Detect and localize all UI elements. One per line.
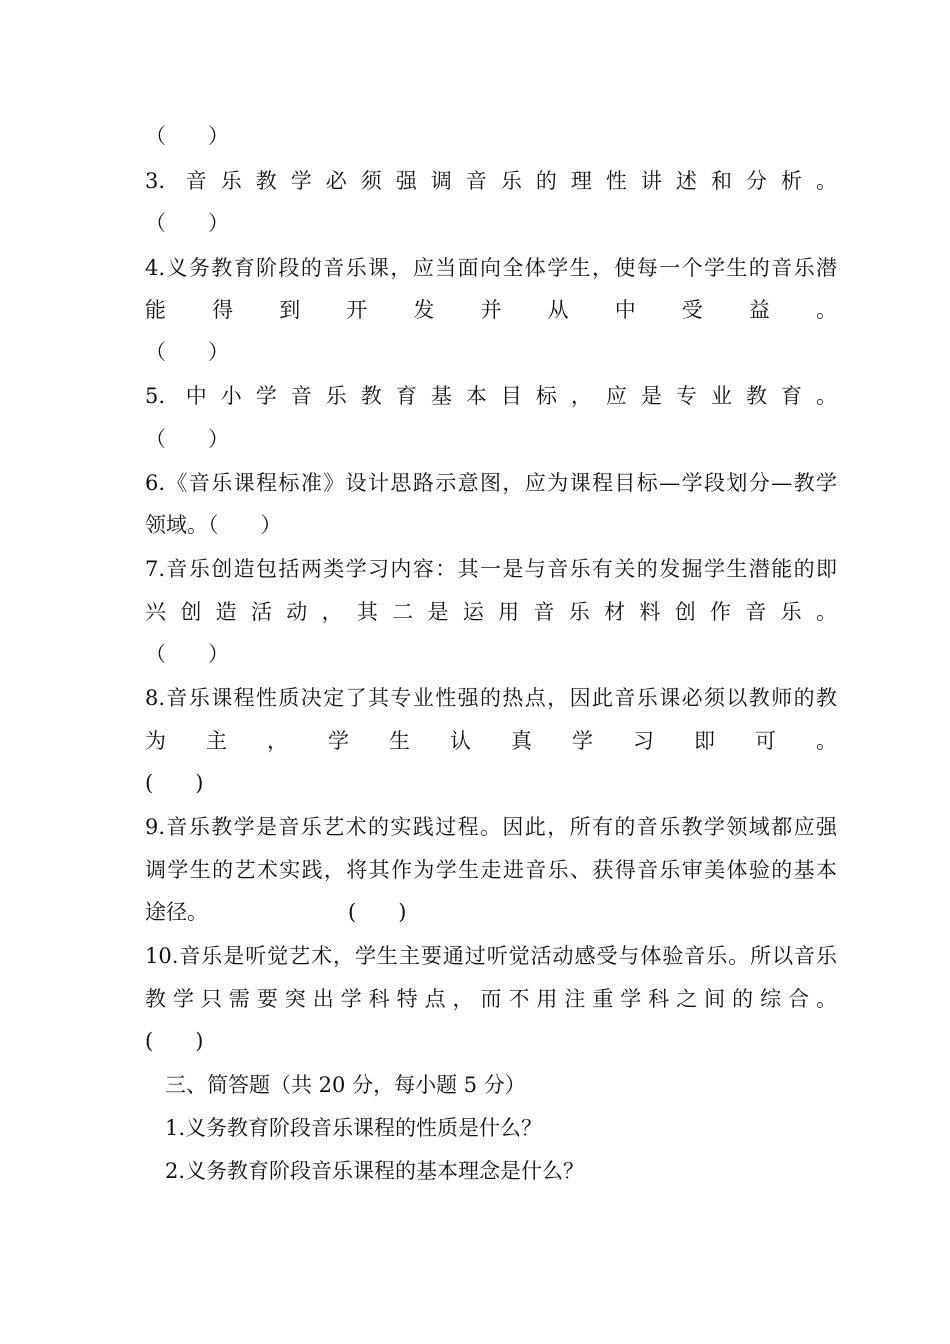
question-7-line-1: 7.音乐创造包括两类学习内容：其一是与音乐有关的发掘学生潜能的即 [145, 557, 837, 581]
question-7-bracket: （ ） [145, 642, 229, 666]
question-3-bracket: （ ） [145, 211, 229, 235]
question-4-line-2: 能得到开发并从中受益。 [145, 298, 837, 322]
question-3-text: 3. 音乐教学必须强调音乐的理性讲述和分析。 [145, 169, 837, 193]
short-answer-question-1: 1.义务教育阶段音乐课程的性质是什么？ [165, 1116, 543, 1140]
question-6-line-2: 领域。（ ） [145, 513, 282, 537]
question-9-line-1: 9.音乐教学是音乐艺术的实践过程。因此，所有的音乐教学领域都应强 [145, 815, 837, 839]
question-10-line-2: 教学只需要突出学科特点，而不用注重学科之间的综合。 [145, 987, 837, 1011]
short-answer-question-2: 2.义务教育阶段音乐课程的基本理念是什么？ [165, 1159, 585, 1183]
question-6-line-1: 6.《音乐课程标准》设计思路示意图，应为课程目标—学段划分—教学 [145, 471, 837, 495]
answer-bracket: （ ） [145, 124, 229, 148]
question-10-line-1: 10.音乐是听觉艺术，学生主要通过听觉活动感受与体验音乐。所以音乐 [145, 944, 837, 968]
question-9-line-3 [145, 897, 837, 927]
question-4-line-1: 4.义务教育阶段的音乐课，应当面向全体学生，使每一个学生的音乐潜 [145, 256, 837, 280]
section-3-heading: 三、简答题（共 20 分，每小题 5 分） [165, 1073, 526, 1097]
question-5-bracket: （ ） [145, 427, 229, 451]
question-4-bracket: （ ） [145, 340, 229, 364]
question-8-bracket: ( ) [145, 771, 204, 795]
question-8-line-2: 为主，学生认真学习即可。 [145, 729, 837, 753]
question-5-text: 5. 中小学音乐教育基本目标，应是专业教育。 [145, 384, 837, 408]
question-8-line-1: 8.音乐课程性质决定了其专业性强的热点，因此音乐课必须以教师的教 [145, 686, 837, 710]
question-9-line-2: 调学生的艺术实践，将其作为学生走进音乐、获得音乐审美体验的基本 [145, 858, 837, 882]
question-9-line-3-text: 途径。 [145, 900, 208, 924]
question-9-bracket: ( ) [348, 900, 407, 924]
question-7-line-2: 兴创造活动，其二是运用音乐材料创作音乐。 [145, 600, 837, 624]
question-10-bracket: ( ) [145, 1029, 204, 1053]
